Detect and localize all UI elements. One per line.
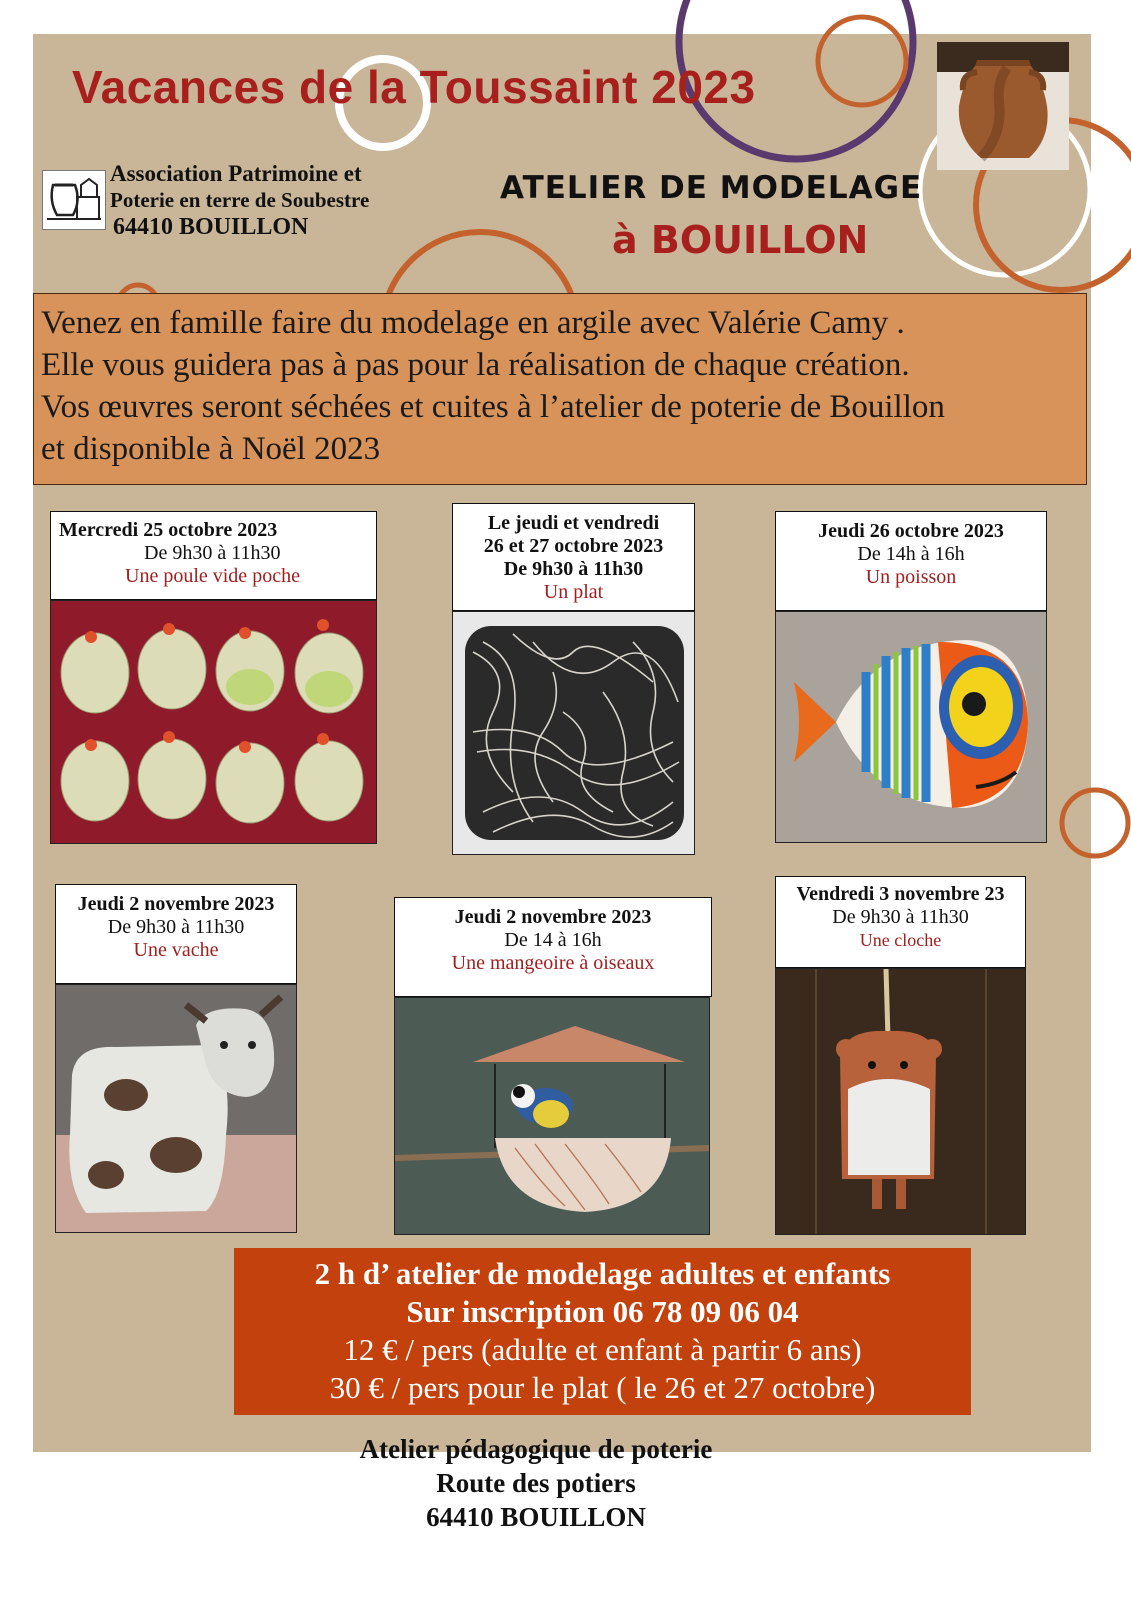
- session-date: Vendredi 3 novembre 23: [796, 883, 1005, 905]
- cow-photo: [55, 984, 297, 1233]
- session-card-header: [394, 897, 712, 997]
- bird-feeder-photo: [394, 997, 710, 1235]
- session-card-header: [452, 503, 695, 611]
- intro-box: [33, 293, 1087, 485]
- intro-line: Vos œuvres seront séchées et cuites à l’atelier de poterie de Bouillon: [41, 389, 945, 425]
- association-name-line1: Association Patrimoine et: [110, 161, 362, 186]
- footer-line: Route des potiers: [436, 1468, 636, 1498]
- association-logo: [42, 170, 106, 230]
- session-date: 26 et 27 octobre 2023: [483, 535, 664, 557]
- session-time: De 9h30 à 11h30: [832, 906, 969, 928]
- session-project: Un poisson: [865, 566, 957, 588]
- session-date: Jeudi 2 novembre 2023: [454, 906, 652, 928]
- footer-line: 64410 BOUILLON: [426, 1502, 646, 1532]
- footer-address: [0, 1432, 1072, 1534]
- page-title: Vacances de la Toussaint 2023: [72, 61, 756, 113]
- session-card-header: [775, 511, 1047, 611]
- session-project: Une poule vide poche: [125, 565, 300, 587]
- session-project: Une mangeoire à oiseaux: [451, 952, 655, 974]
- session-card-header: [50, 511, 377, 600]
- info-box: [234, 1248, 971, 1415]
- session-card-header: [775, 876, 1026, 968]
- session-project: Une cloche: [859, 930, 942, 950]
- session-date: Le jeudi et vendredi: [487, 512, 660, 534]
- atelier-location: à BOUILLON: [612, 218, 869, 262]
- session-time: De 9h30 à 11h30: [144, 542, 281, 564]
- info-registration: Sur inscription 06 78 09 06 04: [406, 1294, 799, 1329]
- bell-photo: [775, 968, 1026, 1235]
- atelier-heading: ATELIER DE MODELAGE: [500, 170, 923, 206]
- session-project: Une vache: [133, 939, 219, 961]
- fish-photo: [775, 611, 1047, 843]
- intro-line: et disponible à Noël 2023: [41, 431, 381, 467]
- clay-jar-photo: [937, 42, 1069, 170]
- session-time: De 9h30 à 11h30: [107, 916, 245, 938]
- session-date: Mercredi 25 octobre 2023: [59, 519, 278, 541]
- association-name-line2: Poterie en terre de Soubestre: [110, 188, 370, 212]
- session-date: Jeudi 2 novembre 2023: [77, 893, 275, 915]
- session-card-header: [55, 884, 297, 984]
- plate-photo: [452, 611, 695, 855]
- intro-line: Venez en famille faire du modelage en argile avec Valérie Camy .: [41, 305, 905, 341]
- info-price-plate: 30 € / pers pour le plat ( le 26 et 27 octobre): [329, 1370, 876, 1405]
- intro-line: Elle vous guidera pas à pas pour la réalisation de chaque création.: [41, 347, 910, 383]
- info-price: 12 € / pers (adulte et enfant à partir 6 ans): [343, 1332, 862, 1367]
- association-block: [110, 160, 369, 241]
- session-project: Un plat: [543, 581, 604, 603]
- session-time: De 14h à 16h: [857, 543, 965, 565]
- association-address: 64410 BOUILLON: [113, 214, 309, 240]
- hen-pockets-photo: [50, 600, 377, 844]
- info-duration: 2 h d’ atelier de modelage adultes et enfants: [314, 1256, 891, 1291]
- session-time: De 14 à 16h: [504, 929, 602, 951]
- footer-line: Atelier pédagogique de poterie: [359, 1434, 713, 1464]
- session-time: De 9h30 à 11h30: [503, 558, 644, 580]
- session-date: Jeudi 26 octobre 2023: [818, 520, 1004, 542]
